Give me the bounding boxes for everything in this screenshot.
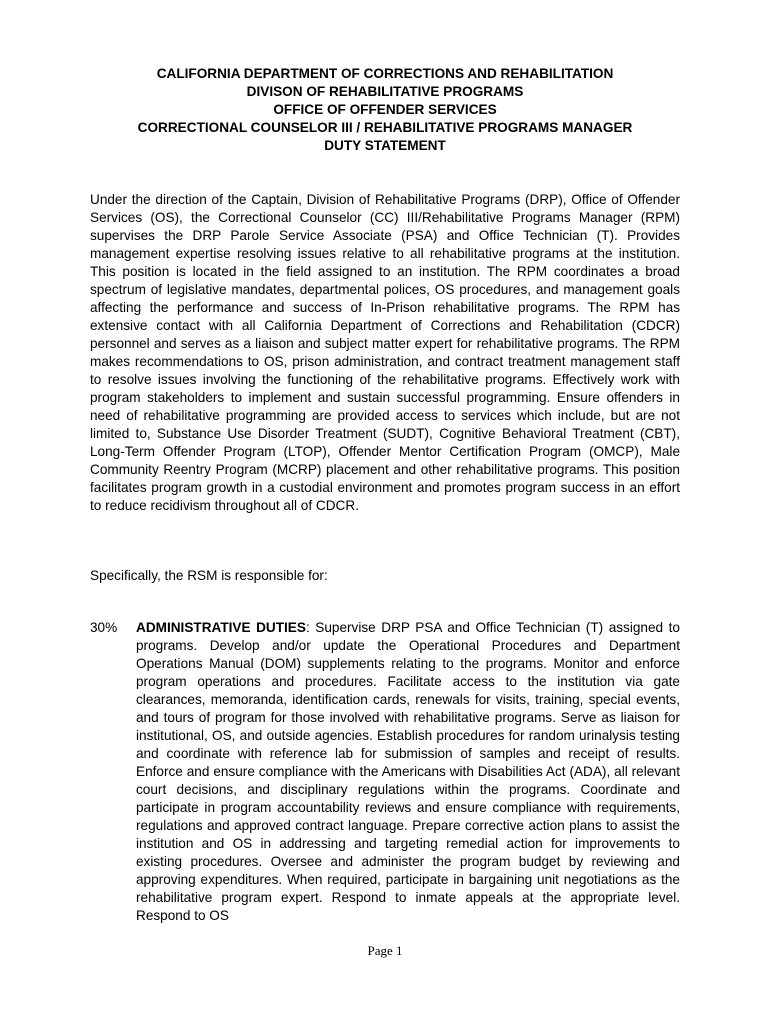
page-number: Page 1 — [367, 943, 403, 958]
intro-paragraph: Under the direction of the Captain, Division of Rehabilitative Programs (DRP), Office of Offender Services (OS), the Correctional Counselor (CC) III/Rehabilitative Programs Manager (RPM) supervises the DRP Parole Service Associate (PSA) and Office Technician (T). Provides management expertise resolving issues relative to all rehabilitative programs at the institution. This position is located in the field assigned to an institution. The RPM coordinates a broad spectrum of legislative mandates, departmental polices, OS procedures, and management goals affecting the performance and success of In-Prison rehabilitative programs. The RPM has extensive contact with all California Department of Corrections and Rehabilitation (CDCR) personnel and serves as a liaison and subject matter expert for rehabilitative programs. The RPM makes recommendations to OS, prison administration, and contract treatment management staff to resolve issues involving the functioning of the rehabilitative programs. Effectively work with program stakeholders to implement and sustain successful programming. Ensure offenders in need of rehabilitative programming are provided access to services which include, but are not limited to, Substance Use Disorder Treatment (SUDT), Cognitive Behavioral Treatment (CBT), Long-Term Offender Program (LTOP), Offender Mentor Certification Program (OMCP), Male Community Reentry Program (MCRP) placement and other rehabilitative programs. This position facilitates program growth in a custodial environment and promotes program success in an effort to reduce recidivism throughout all of CDCR. — [90, 192, 680, 513]
duty-title: ADMINISTRATIVE DUTIES — [136, 620, 306, 635]
header-division: DIVISON OF REHABILITATIVE PROGRAMS — [246, 84, 524, 99]
header-duty-statement: DUTY STATEMENT — [324, 138, 446, 153]
duty-percent: 30% — [90, 620, 118, 635]
duty-description — [136, 619, 680, 925]
duty-text: : Supervise DRP PSA and Office Technician (T) assigned to programs. Develop and/or update the Operational Procedures and Department Operations Manual (DOM) supplements relating to the programs. Monitor and enforce program operations and procedures. Facilitate access to the institution via gate clearances, memoranda, identification cards, renewals for visits, training, special events, and tours of program for those involved with rehabilitative programs. Serve as liaison for institutional, OS, and outside agencies. Establish procedures for random urinalysis testing and coordinate with reference lab for submission of samples and receipt of results. Enforce and ensure compliance with the Americans with Disabilities Act (ADA), all relevant court decisions, and disciplinary regulations within the programs. Coordinate and participate in program accountability reviews and ensure compliance with requirements, regulations and approved contract language. Prepare corrective action plans to assist the institution and OS in addressing and targeting remedial action for improvements to existing procedures. Oversee and administer the program budget by reviewing and approving expenditures. When required, participate in bargaining unit negotiations as the rehabilitative program expert. Respond to inmate appeals at the appropriate level. Respond to OS — [136, 620, 680, 923]
responsibilities-intro: Specifically, the RSM is responsible for: — [90, 568, 328, 583]
header-office: OFFICE OF OFFENDER SERVICES — [273, 102, 497, 117]
document-header — [0, 65, 770, 155]
header-position-title: CORRECTIONAL COUNSELOR III / REHABILITATIVE PROGRAMS MANAGER — [137, 120, 633, 135]
header-department: CALIFORNIA DEPARTMENT OF CORRECTIONS AND REHABILITATION — [156, 66, 614, 81]
